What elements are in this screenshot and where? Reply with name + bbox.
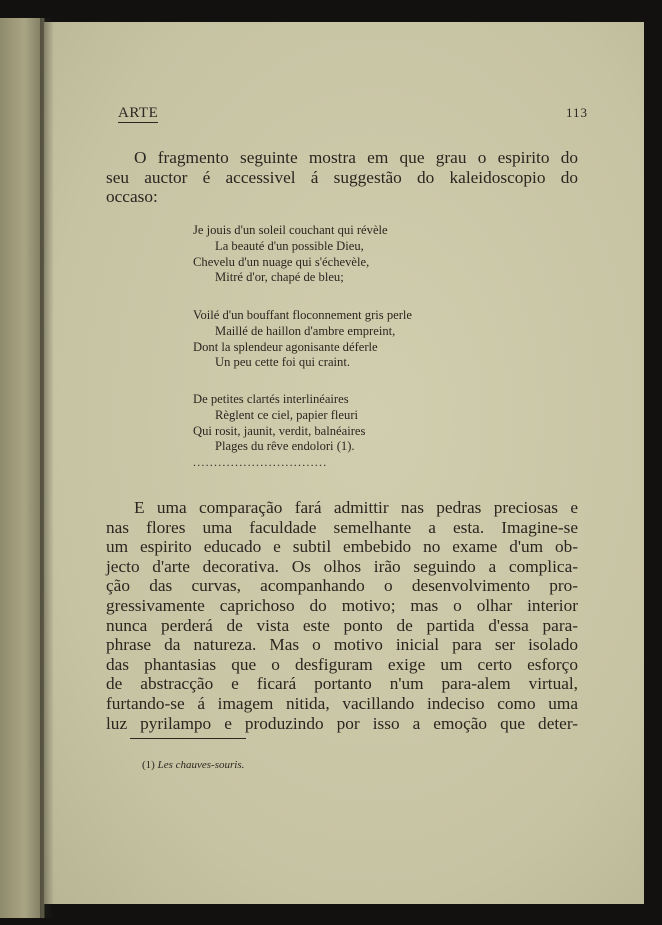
previous-page-edge bbox=[0, 18, 45, 918]
poem-line: La beauté d'un possible Dieu, bbox=[215, 238, 364, 253]
text-line: um espirito educado e subtil embebido no exame d'um ob- bbox=[106, 537, 578, 557]
text-line: O fragmento seguinte mostra em que grau o espirito do bbox=[134, 148, 578, 167]
poem-stanza bbox=[193, 392, 493, 455]
footnote-marker: (1) bbox=[142, 759, 155, 771]
text-line: jecto d'arte decorativa. Os olhos irão seguindo a complica- bbox=[106, 556, 578, 576]
dotted-leader: ................................ bbox=[193, 455, 328, 469]
footnote bbox=[142, 758, 244, 772]
text-line: phrase da natureza. Mas o motivo inicial para ser isolado bbox=[106, 635, 578, 655]
book-page bbox=[44, 22, 644, 904]
paragraph-body bbox=[106, 498, 578, 733]
text-line: das phantasias que o desfiguram exige um certo esforço bbox=[106, 654, 578, 674]
poem-line: Règlent ce ciel, papier fleuri bbox=[215, 407, 359, 422]
poem-line: Mitré d'or, chapé de bleu; bbox=[215, 270, 344, 285]
poem-line: Dont la splendeur agonisante déferle bbox=[193, 339, 378, 354]
text-line: nas flores uma faculdade semelhante a esta. Imagine-se bbox=[106, 517, 578, 537]
poem-line: Voilé d'un bouffant floconnement gris perle bbox=[193, 308, 412, 322]
footnote-source: Les chauves-souris. bbox=[157, 759, 245, 771]
footnote-rule bbox=[130, 738, 246, 739]
text-line: nunca perderá de vista este ponto de partida d'essa para- bbox=[106, 615, 578, 635]
poem-line: De petites clartés interlinéaires bbox=[193, 392, 349, 406]
poem-line: Plages du rêve endolori (1). bbox=[215, 439, 355, 454]
paragraph-intro bbox=[106, 148, 578, 207]
poem-line: Maillé de haillon d'ambre empreint, bbox=[215, 323, 396, 338]
poem-line: Chevelu d'un nuage qui s'échevèle, bbox=[193, 254, 370, 269]
text-line: gressivamente caprichoso do motivo; mas o olhar interior bbox=[106, 595, 578, 615]
text-line: luz pyrilampo e produzindo por isso a emoção que deter- bbox=[106, 713, 578, 733]
poem-stanza bbox=[193, 308, 493, 371]
text-line: E uma comparação fará admittir nas pedras preciosas e bbox=[134, 498, 578, 517]
text-line: ção das curvas, acompanhando o desenvolvimento pro- bbox=[106, 576, 578, 596]
poem-line: Un peu cette foi qui craint. bbox=[215, 355, 350, 370]
text-line: occaso: bbox=[106, 187, 158, 207]
text-line: furtando-se á imagem nitida, vacillando indeciso como uma bbox=[106, 693, 578, 713]
running-title: ARTE bbox=[118, 105, 159, 121]
poem-line: Je jouis d'un soleil couchant qui révèle bbox=[193, 223, 388, 237]
poem-stanza bbox=[193, 223, 493, 286]
poem-line: Qui rosit, jaunit, verdit, balnéaires bbox=[193, 423, 366, 438]
running-head bbox=[118, 104, 588, 126]
text-line: de abstracção e ficará portanto n'um para-alem virtual, bbox=[106, 674, 578, 694]
gutter-shadow bbox=[40, 18, 54, 918]
page-number: 113 bbox=[565, 105, 588, 120]
text-line: seu auctor é accessivel á suggestão do kaleidoscopio do bbox=[106, 167, 578, 187]
